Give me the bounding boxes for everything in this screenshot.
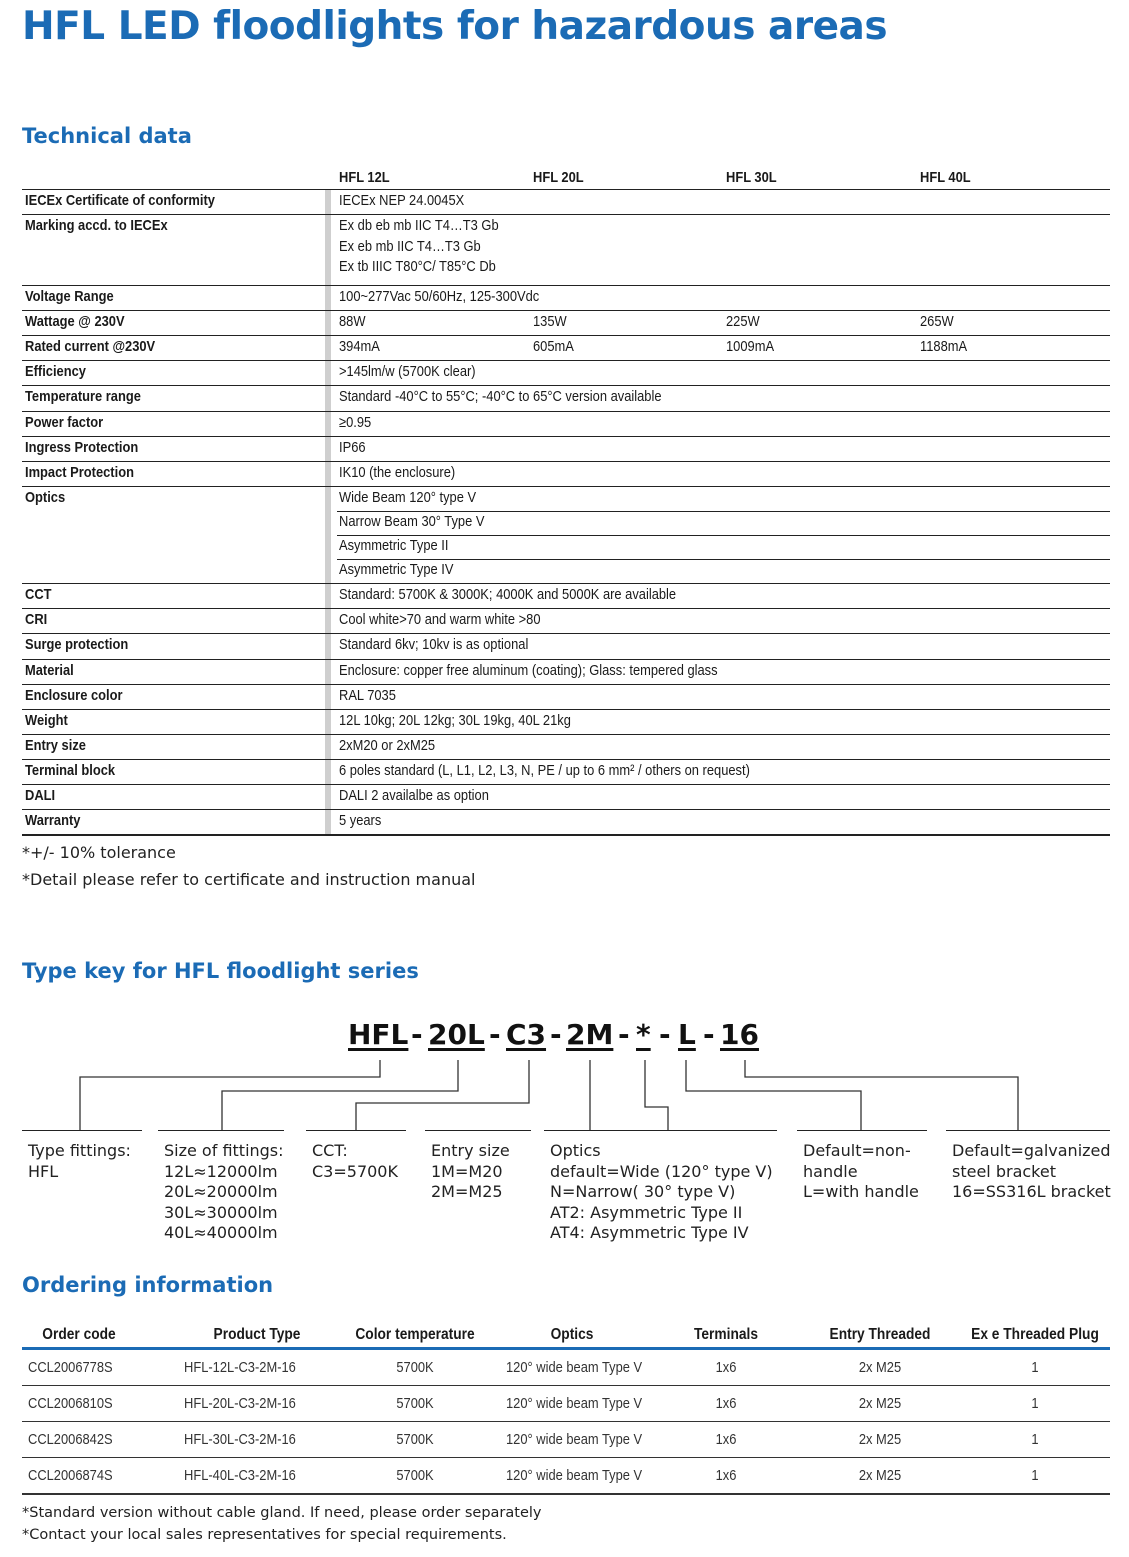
code-segment: L [678, 1018, 696, 1051]
ordering-cell: 1 [1031, 1467, 1039, 1484]
spec-value: Standard 6kv; 10kv is as optional [339, 636, 529, 654]
ordering-cell: 1x6 [715, 1467, 737, 1484]
spec-value: 394mA [339, 338, 380, 356]
ordering-cell: 2x M25 [858, 1395, 902, 1412]
type-key-line: 12L≈12000lm [164, 1161, 278, 1181]
spec-value: IECEx NEP 24.0045X [339, 192, 465, 209]
spec-label: Warranty [25, 812, 81, 830]
spec-value: 225W [726, 313, 760, 331]
spec-value: 100~277Vac 50/60Hz, 125-300Vdc [339, 288, 540, 306]
ordering-cell: 2x M25 [858, 1431, 902, 1448]
type-key-line: Optics [550, 1141, 601, 1160]
code-segment: 2M [566, 1018, 614, 1051]
spec-label: Impact Protection [25, 463, 134, 481]
spec-value: DALI 2 availalbe as option [339, 786, 489, 804]
column-header: HFL 20L [533, 169, 584, 186]
ordering-column-header: Entry Threaded [829, 1326, 931, 1343]
spec-value: ≥0.95 [339, 413, 372, 431]
type-key-line: 16=SS316L bracket [952, 1182, 1111, 1201]
code-separator: - [659, 1018, 671, 1051]
contact-note: *Contact your local sales representatives for special requirements. [22, 1527, 507, 1543]
spec-value: IP66 [339, 438, 366, 456]
ordering-information-heading: Ordering information [22, 1273, 274, 1297]
type-key-line: handle [803, 1161, 858, 1181]
spec-label: Terminal block [25, 761, 116, 779]
spec-label: Weight [25, 711, 68, 729]
spec-value: RAL 7035 [339, 686, 396, 704]
ordering-cell: 1x6 [715, 1395, 737, 1412]
spec-value-line: Narrow Beam 30° Type V [339, 512, 485, 530]
spec-label: Surge protection [25, 636, 129, 654]
spec-value: 12L 10kg; 20L 12kg; 30L 19kg, 40L 21kg [339, 711, 571, 729]
ordering-column-header: Order code [42, 1326, 116, 1343]
ordering-cell: CCL2006810S [28, 1395, 113, 1412]
ordering-cell: HFL-20L-C3-2M-16 [184, 1395, 296, 1412]
type-key-line: CCT: [312, 1141, 348, 1160]
type-key-column [306, 1130, 406, 1182]
spec-value-line: Asymmetric Type IV [339, 561, 454, 579]
type-key-line: steel bracket [952, 1161, 1056, 1181]
ordering-cell: 120° wide beam Type V [506, 1395, 643, 1412]
spec-value-line: Ex eb mb IIC T4…T3 Gb [339, 237, 481, 255]
spec-value: 5 years [339, 812, 382, 830]
ordering-cell: HFL-30L-C3-2M-16 [184, 1431, 296, 1448]
type-key-line: AT4: Asymmetric Type IV [550, 1223, 749, 1242]
ordering-cell: 1 [1031, 1395, 1039, 1412]
code-separator: - [703, 1018, 715, 1051]
spec-value-line: Wide Beam 120° type V [339, 488, 477, 506]
code-segment: HFL [348, 1018, 409, 1051]
type-key-column [544, 1130, 777, 1244]
type-key-line: Default=galvanized [952, 1141, 1111, 1160]
column-header: HFL 40L [920, 169, 971, 186]
ordering-table [22, 1325, 1110, 1495]
ordering-cell: CCL2006874S [28, 1467, 113, 1484]
spec-value: >145lm/w (5700K clear) [339, 363, 476, 381]
type-key-column [22, 1130, 142, 1182]
type-key-heading: Type key for HFL floodlight series [22, 959, 419, 983]
column-header: HFL 30L [726, 169, 777, 186]
spec-value: 265W [920, 313, 954, 331]
code-separator: - [550, 1018, 562, 1051]
spec-value: 88W [339, 313, 366, 331]
spec-label: Wattage @ 230V [25, 313, 125, 331]
type-key-column [425, 1130, 531, 1203]
ordering-cell: HFL-12L-C3-2M-16 [184, 1359, 296, 1376]
ordering-column-header: Optics [550, 1326, 594, 1343]
ordering-row [22, 1458, 1110, 1495]
type-key-line: C3=5700K [312, 1161, 398, 1181]
type-key-line: 1M=M20 [431, 1161, 503, 1181]
type-key-line: 2M=M25 [431, 1182, 503, 1201]
tolerance-note: *+/- 10% tolerance [22, 843, 176, 862]
spec-label: Voltage Range [25, 288, 114, 306]
type-key-line: AT2: Asymmetric Type II [550, 1202, 743, 1222]
ordering-cell: 5700K [396, 1395, 434, 1412]
ordering-row [22, 1386, 1110, 1422]
ordering-cell: 1x6 [715, 1431, 737, 1448]
spec-label: Marking accd. to IECEx [25, 217, 168, 235]
spec-label: Efficiency [25, 363, 86, 381]
spec-value: 135W [533, 313, 567, 331]
code-segment: 16 [720, 1018, 759, 1051]
spec-label: CRI [25, 611, 48, 629]
type-key-line: default=Wide (120° type V) [550, 1161, 773, 1181]
type-key-line: 30L≈30000lm [164, 1202, 278, 1222]
spec-value: IK10 (the enclosure) [339, 463, 456, 481]
code-segment: * [636, 1018, 651, 1051]
type-key-line: Type fittings: [28, 1141, 131, 1160]
spec-value: Standard -40°C to 55°C; -40°C to 65°C version available [339, 388, 662, 406]
ordering-cell: 120° wide beam Type V [506, 1467, 643, 1484]
ordering-cell: 1 [1031, 1359, 1039, 1376]
ordering-cell: 1x6 [715, 1359, 737, 1376]
spec-value: 6 poles standard (L, L1, L2, L3, N, PE / up to 6 mm² / others on request) [339, 761, 750, 779]
type-key-line: N=Narrow( 30° type V) [550, 1182, 736, 1201]
spec-value: 605mA [533, 338, 574, 356]
ordering-cell: 2x M25 [858, 1359, 902, 1376]
ordering-cell: 5700K [396, 1467, 434, 1484]
type-key-column [797, 1130, 927, 1203]
ordering-cell: 5700K [396, 1359, 434, 1376]
spec-label: DALI [25, 786, 56, 804]
cable-gland-note: *Standard version without cable gland. If need, please order separately [22, 1505, 542, 1521]
ordering-column-header: Product Type [213, 1326, 301, 1343]
spec-value: 2xM20 or 2xM25 [339, 736, 436, 754]
type-key-line: 40L≈40000lm [164, 1223, 278, 1242]
ordering-cell: 1 [1031, 1431, 1039, 1448]
ordering-row [22, 1422, 1110, 1458]
code-segment: C3 [506, 1018, 547, 1051]
spec-value: Standard: 5700K & 3000K; 4000K and 5000K are available [339, 586, 677, 604]
ordering-cell: HFL-40L-C3-2M-16 [184, 1467, 296, 1484]
code-separator: - [489, 1018, 501, 1051]
certificate-note: *Detail please refer to certificate and instruction manual [22, 870, 476, 889]
page-title: HFL LED floodlights for hazardous areas [22, 4, 888, 49]
spec-label: Material [25, 661, 74, 679]
type-key-line: Size of fittings: [164, 1141, 284, 1160]
spec-value: 1009mA [726, 338, 775, 356]
ordering-row [22, 1350, 1110, 1386]
type-key-column [158, 1130, 284, 1244]
ordering-column-header: Ex e Threaded Plug [971, 1326, 1099, 1343]
spec-value: 1188mA [920, 338, 968, 356]
ordering-cell: 2x M25 [858, 1467, 902, 1484]
spec-label: Ingress Protection [25, 438, 139, 456]
type-key-line: Entry size [431, 1141, 510, 1160]
type-key-column [946, 1130, 1110, 1203]
ordering-cell: 5700K [396, 1431, 434, 1448]
spec-value-line: Asymmetric Type II [339, 537, 449, 555]
spec-label: IECEx Certificate of conformity [25, 192, 215, 209]
code-separator: - [618, 1018, 630, 1051]
ordering-cell: 120° wide beam Type V [506, 1359, 643, 1376]
spec-value: Enclosure: copper free aluminum (coating); Glass: tempered glass [339, 661, 718, 679]
ordering-column-header: Color temperature [355, 1326, 475, 1343]
spec-value-line: Ex db eb mb IIC T4…T3 Gb [339, 217, 499, 235]
ordering-column-header: Terminals [694, 1326, 758, 1343]
spec-label: Temperature range [25, 388, 141, 406]
technical-data-heading: Technical data [22, 124, 192, 148]
ordering-cell: CCL2006842S [28, 1431, 113, 1448]
code-segment: 20L [428, 1018, 485, 1051]
type-key-line: 20L≈20000lm [164, 1182, 278, 1201]
spec-label: Enclosure color [25, 686, 123, 704]
spec-label: Power factor [25, 413, 104, 431]
ordering-cell: CCL2006778S [28, 1359, 113, 1376]
spec-value-line: Ex tb IIIC T80°C/ T85°C Db [339, 258, 496, 276]
code-separator: - [411, 1018, 423, 1051]
column-header: HFL 12L [339, 169, 390, 186]
spec-label: Entry size [25, 736, 86, 754]
spec-label: Optics [25, 488, 66, 506]
spec-value: Cool white>70 and warm white >80 [339, 611, 541, 629]
type-key-line: HFL [28, 1161, 59, 1181]
spec-label: Rated current @230V [25, 338, 156, 356]
spec-label: CCT [25, 586, 52, 604]
ordering-cell: 120° wide beam Type V [506, 1431, 643, 1448]
type-key-line: L=with handle [803, 1182, 919, 1201]
type-key-line: Default=non- [803, 1141, 911, 1160]
ordering-table-header [22, 1325, 1110, 1350]
